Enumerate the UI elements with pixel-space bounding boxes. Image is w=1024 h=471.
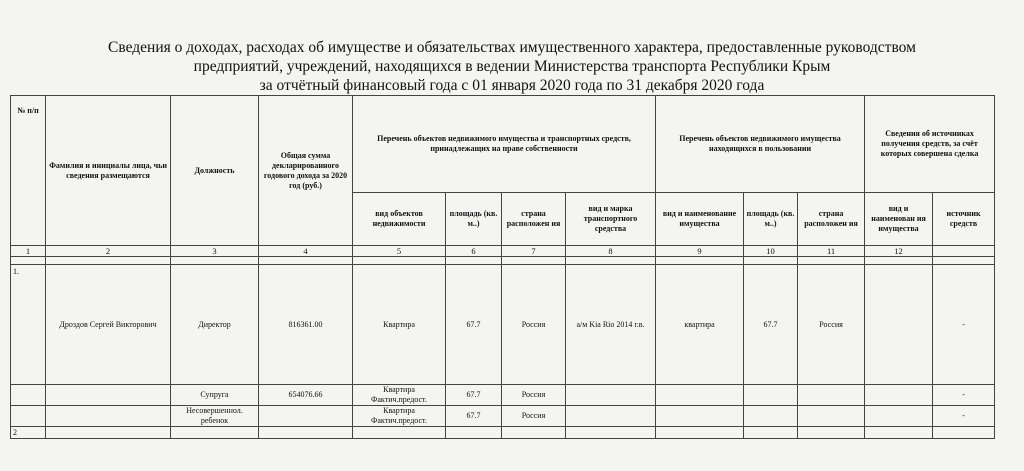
col-number: 11 (798, 246, 865, 257)
gap-cell (259, 257, 353, 265)
person-position: Несовершеннол. ребенок (171, 406, 259, 427)
gap-cell (502, 257, 566, 265)
header-owned-country: страна расположен ия (502, 193, 566, 246)
src-type (865, 427, 933, 439)
src-source: - (933, 385, 995, 406)
used-country (798, 406, 865, 427)
header-used-area: площадь (кв. м..) (744, 193, 798, 246)
header-owned-type: вид объектов недвижимости (353, 193, 446, 246)
gap-cell (353, 257, 446, 265)
col-number: 1 (11, 246, 46, 257)
header-used-group: Перечень объектов недвижимого имущества находящихся в пользовании (656, 96, 865, 193)
used-area (744, 406, 798, 427)
owned-country (502, 427, 566, 439)
header-src-type: вид и наименован ия имущества (865, 193, 933, 246)
src-source: - (933, 406, 995, 427)
src-source: - (933, 265, 995, 385)
table-row (11, 265, 995, 385)
person-name (46, 406, 171, 427)
src-source (933, 427, 995, 439)
owned-area: 67.7 (446, 406, 502, 427)
table-row (11, 406, 995, 427)
header-owned-group: Перечень объектов недвижимого имущества и транспортных средств, принадлежащих на праве собственности (353, 96, 656, 193)
col-number: 6 (446, 246, 502, 257)
title-line-1: Сведения о доходах, расходах об имуществе и обязательствах имущественного характера, предоставленные руководством (108, 39, 916, 56)
person-name (46, 427, 171, 439)
col-number (933, 246, 995, 257)
header-used-country: страна расположен ия (798, 193, 865, 246)
header-vehicle: вид и марка транспортного средства (566, 193, 656, 246)
gap-cell (46, 257, 171, 265)
used-type (656, 385, 744, 406)
header-owned-area: площадь (кв. м..) (446, 193, 502, 246)
gap-cell (798, 257, 865, 265)
gap-cell (446, 257, 502, 265)
owned-area: 67.7 (446, 265, 502, 385)
title-line-2: предприятий, учреждений, находящихся в ведении Министерства транспорта Республики Крым (193, 58, 831, 75)
used-type (656, 406, 744, 427)
person-income (259, 406, 353, 427)
gap-cell (566, 257, 656, 265)
col-number: 9 (656, 246, 744, 257)
vehicle (566, 406, 656, 427)
person-position (171, 427, 259, 439)
header-position: Должность (171, 96, 259, 246)
col-number: 4 (259, 246, 353, 257)
gap-cell (933, 257, 995, 265)
gap-cell (865, 257, 933, 265)
used-area: 67.7 (744, 265, 798, 385)
person-position: Супруга (171, 385, 259, 406)
col-number: 7 (502, 246, 566, 257)
owned-type: Квартира (353, 265, 446, 385)
col-number: 2 (46, 246, 171, 257)
gap-cell (11, 257, 46, 265)
person-income: 654076.66 (259, 385, 353, 406)
table-row (11, 427, 995, 439)
gap-cell (171, 257, 259, 265)
owned-country: Россия (502, 406, 566, 427)
owned-type: Квартира Фактич.предост. (353, 406, 446, 427)
owned-country: Россия (502, 385, 566, 406)
vehicle (566, 427, 656, 439)
owned-type: Квартира Фактич.предост. (353, 385, 446, 406)
header-sources-group: Сведения об источниках получения средств, за счёт которых совершена сделка (865, 96, 995, 193)
owned-area: 67.7 (446, 385, 502, 406)
header-num: № п/п (11, 96, 46, 246)
row-num: 2 (11, 427, 46, 439)
col-number: 3 (171, 246, 259, 257)
header-src-source: источник средств (933, 193, 995, 246)
gap-cell (656, 257, 744, 265)
col-number: 12 (865, 246, 933, 257)
owned-area (446, 427, 502, 439)
vehicle (566, 385, 656, 406)
owned-country: Россия (502, 265, 566, 385)
used-type (656, 427, 744, 439)
used-country (798, 385, 865, 406)
header-name: Фамилия и инициалы лица, чьи сведения размещаются (46, 96, 171, 246)
gap-cell (744, 257, 798, 265)
person-income: 816361.00 (259, 265, 353, 385)
row-num (11, 385, 46, 406)
person-income (259, 427, 353, 439)
row-num: 1. (11, 265, 46, 385)
row-num (11, 406, 46, 427)
src-type (865, 265, 933, 385)
used-area (744, 427, 798, 439)
col-number: 8 (566, 246, 656, 257)
used-type: квартира (656, 265, 744, 385)
col-number: 10 (744, 246, 798, 257)
used-area (744, 385, 798, 406)
used-country (798, 427, 865, 439)
person-name (46, 385, 171, 406)
owned-type (353, 427, 446, 439)
used-country: Россия (798, 265, 865, 385)
header-used-type: вид и наименование имущества (656, 193, 744, 246)
col-number: 5 (353, 246, 446, 257)
person-position: Директор (171, 265, 259, 385)
table-row (11, 385, 995, 406)
declaration-table (10, 95, 995, 439)
person-name: Дроздов Сергей Викторович (46, 265, 171, 385)
src-type (865, 406, 933, 427)
header-income: Общая сумма декларированного годового дохода за 2020 год (руб.) (259, 96, 353, 246)
title-line-3: за отчётный финансовый года с 01 января 2020 года по 31 декабря 2020 года (259, 77, 765, 94)
document-title (0, 38, 1024, 95)
vehicle: а/м Kia Rio 2014 г.в. (566, 265, 656, 385)
src-type (865, 385, 933, 406)
